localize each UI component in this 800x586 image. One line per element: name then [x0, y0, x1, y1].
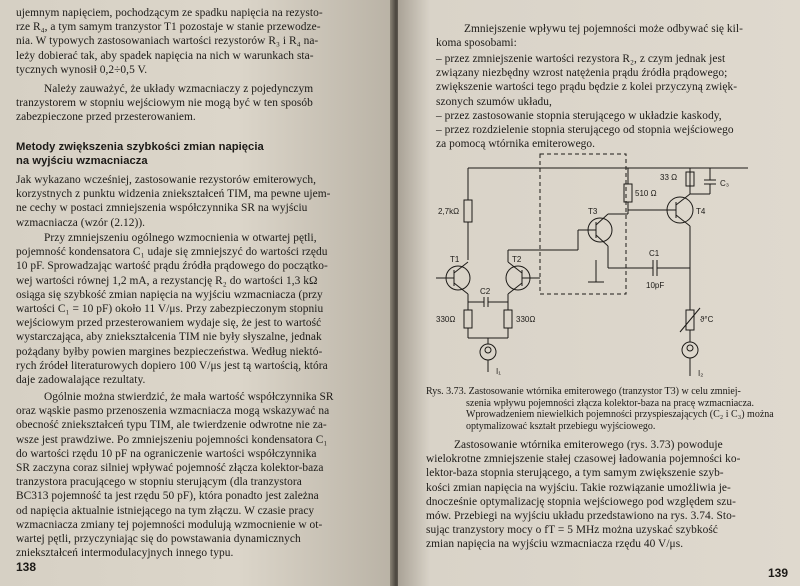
label-r27k: 2,7kΩ — [438, 207, 460, 216]
emitter-follower-box — [540, 154, 626, 294]
text-line: osiąga się szybkość zmian napięcia na wyjściu wzmacniacza (przy — [16, 288, 323, 301]
text-line: pożądany byłby powien margines bezpieczeństwa. Według niektó- — [16, 345, 323, 358]
text-line: leży dobierać tak, aby spadek napięcia na nich w warunkach sta- — [16, 49, 314, 62]
list-line: – przez rozdzielenie stopnia sterującego od stopnia wejściowego — [436, 123, 734, 136]
text-line: ne cechy w postaci zmniejszenia współczynnika SR na wyjściu — [16, 202, 308, 215]
label-i1: I₁ — [496, 367, 501, 376]
label-c3: C₃ — [720, 179, 730, 188]
circuit-diagram — [428, 150, 778, 385]
caption-line: Wprowadzeniem niewielkich pojemności przyspieszających (C₂ i C₃) można — [466, 409, 774, 421]
label-r330a: 330Ω — [436, 315, 456, 324]
page-number-left: 138 — [16, 560, 37, 574]
text-line: rze R₄, a tym samym tranzystor T1 pozostaje w stanie przewodze- — [16, 21, 321, 34]
resistor-2k7 — [464, 200, 472, 222]
label-t3: T3 — [588, 207, 598, 216]
text-line: Należy zauważyć, że układy wzmacniaczy z pojedynczym — [44, 83, 314, 95]
label-c1: C1 — [649, 249, 660, 258]
text-line: oraz wąskie pasmo przenoszenia wzmacniacza mogą wskazywać na — [16, 405, 330, 418]
text-line: SR zaczyna coraz silniej wpływać pojemność złącza kolektor-baza — [16, 461, 324, 474]
text-line: kości zmian napięcia na wyjściu. Takie rozwiązanie umożliwia je- — [426, 481, 731, 494]
text-line: zmian napięcia na wyjściu wzmacniacza rzędu 40 V/μs. — [426, 538, 684, 551]
section-heading — [16, 140, 264, 168]
label-r33: 33 Ω — [660, 173, 678, 182]
label-t4: T4 — [696, 207, 706, 216]
list-line: – przez zastosowanie stopnia sterującego w układzie kaskody, — [436, 109, 722, 122]
text-line: BC313 pojemność ta jest rzędu 50 pF), która ponadto jest zależna — [16, 490, 319, 503]
text-line: Zastosowanie wtórnika emiterowego (rys. 3.73) powoduje — [454, 439, 723, 451]
current-source-i2 — [682, 342, 698, 358]
text-line: lektor-baza stopnia sterującego, a tym samym zwiększenie szyb- — [426, 467, 724, 480]
left-page — [0, 0, 395, 586]
text-line: wzmacniacza (wzór (2.12)). — [16, 216, 146, 229]
left-para-3 — [16, 173, 331, 230]
label-t1: T1 — [450, 255, 460, 264]
text-line: wsze jest prawdziwe. Po zmniejszeniu pojemności kondensatora C₁ — [16, 433, 328, 446]
text-line: wej wartości równej 1,2 mA, a rezystancję R₂ do wartości 1,3 kΩ — [16, 274, 318, 287]
text-line: obecność zniekształceń typu TIM, ale twierdzenie odwrotne nie za- — [16, 419, 327, 432]
right-intro — [436, 22, 743, 50]
text-line: nia. W typowych zastosowaniach wartości rezystorów R₃ i R₄ na- — [16, 35, 319, 48]
text-line: korzystnych z punktu widzenia zniekształceń TIM, ma pewne ujem- — [16, 188, 331, 201]
list-line: związany niezbędny wzrost natężenia prądu źródła prądowego; — [436, 67, 728, 80]
right-para — [426, 438, 740, 552]
label-t2: T2 — [512, 255, 522, 264]
text-line: pojemność kondensatora C₁ udaje się zmniejszyć do wartości rzędu — [16, 246, 328, 259]
figure-caption — [426, 386, 774, 432]
resistor-510 — [624, 184, 632, 202]
text-line: tranzystorem w stopniu wejściowym nie mogą być w ten sposób — [16, 97, 313, 110]
text-line: ujemnym napięciem, pochodzącym ze spadku napięcia na rezysto- — [16, 7, 323, 19]
text-line: Jak wykazano wcześniej, zastosowanie rezystorów emiterowych, — [16, 174, 316, 186]
text-line: wzmacniacza zmiany tej pojemności modulują wzmocnienie w ot- — [16, 518, 323, 531]
text-line: sując tranzystory mocy o fT = 5 MHz można uzyskać szybkość — [426, 524, 718, 537]
left-para-1 — [16, 6, 323, 77]
current-source-i1 — [480, 344, 496, 360]
caption-line: Rys. 3.73. Zastosowanie wtórnika emiterowego (tranzystor T3) w celu zmniej- — [426, 386, 741, 397]
left-para-4 — [16, 231, 328, 387]
right-bullet-list — [436, 52, 737, 151]
resistor-330-right — [504, 310, 512, 328]
list-line: za pomocą wtórnika emiterowego. — [436, 138, 596, 151]
text-line: rych źródeł literaturowych dopiero 100 V/μs jest tą wartością, która — [16, 359, 328, 372]
left-para-2 — [16, 82, 313, 125]
text-line: dnocześnie optymalizację stopnia wejściowego pod względem szu- — [426, 495, 736, 508]
label-r330b: 330Ω — [516, 315, 536, 324]
heading-line: na wyjściu wzmacniacza — [16, 155, 148, 168]
left-para-5 — [16, 390, 333, 560]
right-page — [398, 0, 800, 586]
text-line: tycznych wynosił 0,2÷0,5 V. — [16, 63, 148, 76]
label-c1-value: 10pF — [646, 281, 665, 290]
text-line: wartej pętli, przyczyniając się do powstawania dynamicznych — [16, 532, 301, 545]
resistor-330-left — [464, 310, 472, 328]
text-line: wystarczająca, aby zniekształcenia TIM nie były słyszalne, jednak — [16, 331, 322, 344]
heading-line: Metody zwiększenia szybkości zmian napięcia — [16, 141, 264, 153]
text-line: mów. Przebiegi na wyjściu układu przedstawiono na rys. 3.74. Sto- — [426, 509, 736, 522]
text-line: Przy zmniejszeniu ogólnego wzmocnienia w otwartej pętli, — [44, 232, 317, 244]
text-line: 10 pF. Sprowadzając wartość prądu źródła prądowego do początko- — [16, 260, 328, 273]
text-line: wejściowym przed przesterowaniem wydaje się, że jest to wartość — [16, 317, 322, 330]
label-i2: I₂ — [698, 369, 704, 378]
list-line: – przez zmniejszenie wartości rezystora R₂, z czym jednak jest — [436, 53, 726, 65]
label-c2: C2 — [480, 287, 491, 296]
text-line: wartości C₁ = 10 pF) około 11 V/μs. Przy zabezpieczonym stopniu — [16, 302, 324, 315]
text-line: od napięcia aktualnie istniejącego na tym złączu. W czasie pracy — [16, 504, 315, 517]
text-line: zabezpieczone przed przesterowaniem. — [16, 111, 196, 124]
text-line: do wartości rzędu 10 pF na ograniczenie wartości współczynnika — [16, 447, 317, 460]
text-line: Zmniejszenie wpływu tej pojemności może odbywać się kil- — [464, 23, 743, 35]
text-line: daje zadowalające rezultaty. — [16, 373, 146, 386]
list-line: szonych szumów układu, — [436, 95, 552, 108]
page-number-right: 139 — [767, 566, 788, 580]
caption-line: szenia wpływu pojemności złącza kolektor-baza na pracę wzmacniacza. — [466, 397, 754, 409]
text-line: tranzystora pracującego w stopniu sterującym (dla tranzystora — [16, 476, 302, 489]
text-line: Ogólnie można stwierdzić, że mała wartość współczynnika SR — [44, 391, 334, 403]
text-line: zniekształceń intermodulacyjnych innego typu. — [16, 547, 234, 560]
list-line: zwiększenie wartości tego prądu będzie z kolei przyczyną zwięk- — [436, 81, 738, 94]
text-line: wielokrotne zmniejszenie stałej czasowej ładowania pojemności ko- — [426, 453, 741, 466]
text-line: koma sposobami: — [436, 37, 517, 50]
label-r510: 510 Ω — [635, 189, 657, 198]
caption-line: optymalizować kształt przebiegu wyjściowego. — [466, 420, 656, 432]
label-thermo: ϑ°C — [700, 315, 714, 324]
